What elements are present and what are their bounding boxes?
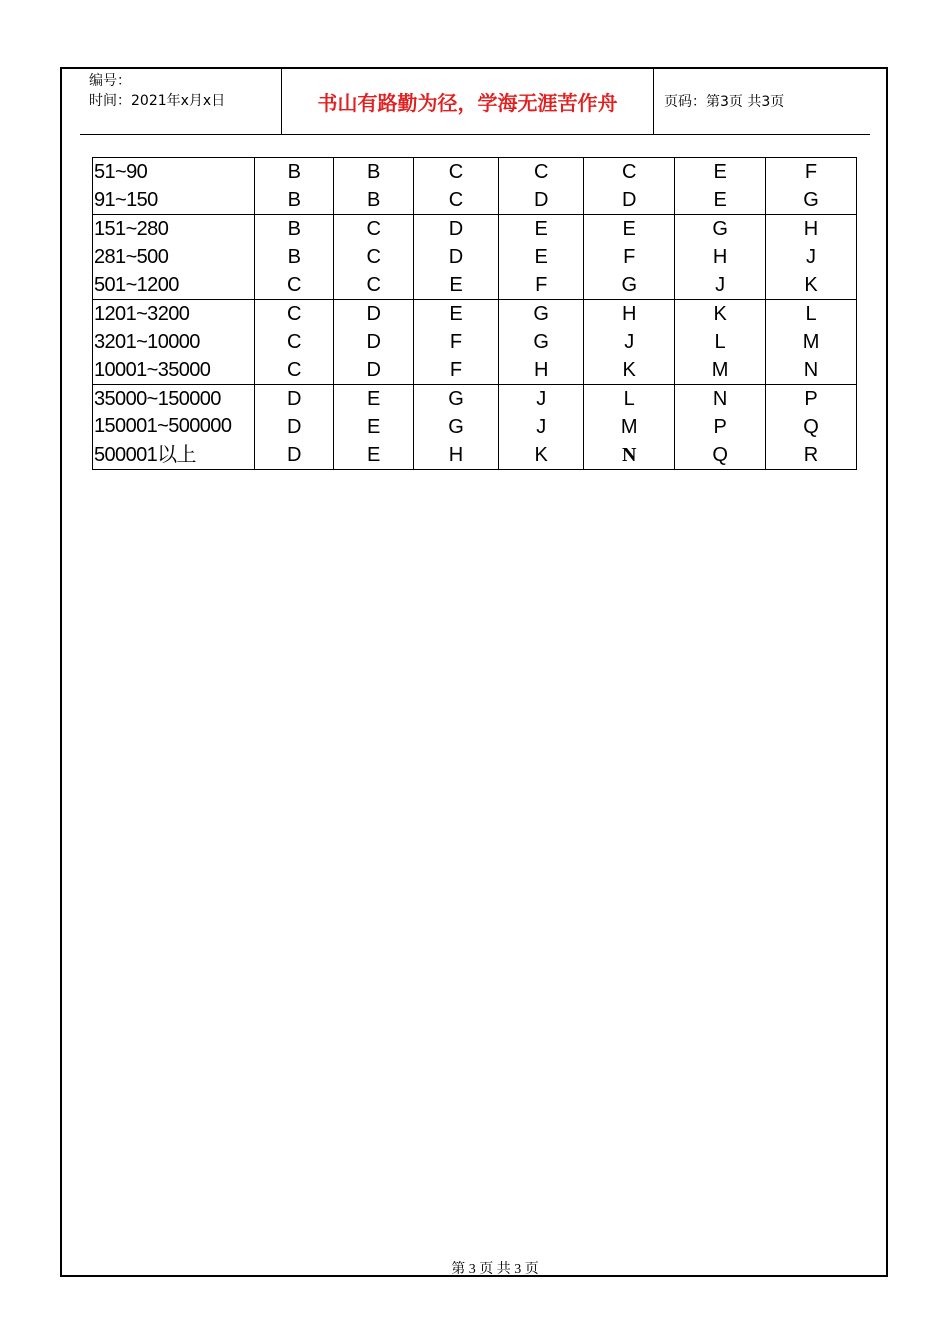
code-cell: F <box>766 158 857 187</box>
code-cell: G <box>413 385 498 414</box>
code-cell: G <box>499 300 584 329</box>
code-cell: E <box>334 413 413 441</box>
code-cell: P <box>675 413 766 441</box>
range-cell: 51~90 <box>93 158 255 187</box>
code-cell: E <box>675 186 766 215</box>
code-cell: G <box>584 271 675 300</box>
code-cell: J <box>766 243 857 271</box>
code-cell: N <box>584 441 675 470</box>
code-cell: M <box>675 356 766 385</box>
range-cell: 281~500 <box>93 243 255 271</box>
sample-code-table <box>92 157 857 470</box>
code-cell: G <box>499 328 584 356</box>
table-row <box>93 215 857 244</box>
table-row <box>93 385 857 414</box>
range-cell: 500001以上 <box>93 441 255 470</box>
range-cell: 1201~3200 <box>93 300 255 329</box>
code-cell: D <box>255 413 334 441</box>
code-cell: N <box>675 385 766 414</box>
header-info <box>80 67 280 135</box>
code-cell: B <box>334 186 413 215</box>
code-cell: C <box>334 215 413 244</box>
code-cell: J <box>675 271 766 300</box>
table-row <box>93 271 857 300</box>
table-row <box>93 243 857 271</box>
code-cell: D <box>334 328 413 356</box>
range-cell: 10001~35000 <box>93 356 255 385</box>
code-cell: E <box>499 215 584 244</box>
code-cell: D <box>255 385 334 414</box>
code-cell: C <box>413 158 498 187</box>
code-cell: E <box>334 385 413 414</box>
code-cell: K <box>584 356 675 385</box>
table-row <box>93 158 857 187</box>
code-cell: F <box>413 328 498 356</box>
code-cell: K <box>766 271 857 300</box>
code-cell: M <box>584 413 675 441</box>
code-cell: J <box>584 328 675 356</box>
code-cell: L <box>766 300 857 329</box>
code-cell: F <box>499 271 584 300</box>
code-cell: B <box>255 186 334 215</box>
header-motto: 书山有路勤为径，学海无涯苦作舟 <box>281 67 654 135</box>
document-time-label: 时间：2021年x月x日 <box>89 93 226 109</box>
table-row <box>93 441 857 470</box>
code-cell: G <box>766 186 857 215</box>
code-cell: J <box>499 385 584 414</box>
range-cell: 3201~10000 <box>93 328 255 356</box>
code-cell: L <box>584 385 675 414</box>
code-cell: H <box>413 441 498 470</box>
code-cell: B <box>255 158 334 187</box>
code-cell: H <box>675 243 766 271</box>
code-cell: C <box>255 271 334 300</box>
code-cell: C <box>334 243 413 271</box>
range-cell: 35000~150000 <box>93 385 255 414</box>
code-cell: E <box>334 441 413 470</box>
code-cell: L <box>675 328 766 356</box>
table-row <box>93 186 857 215</box>
code-cell: P <box>766 385 857 414</box>
code-cell: C <box>584 158 675 187</box>
code-cell: D <box>334 300 413 329</box>
document-number-label: 编号： <box>89 73 131 89</box>
range-cell: 501~1200 <box>93 271 255 300</box>
table-row <box>93 328 857 356</box>
table-row <box>93 356 857 385</box>
code-cell: F <box>584 243 675 271</box>
code-cell: E <box>675 158 766 187</box>
code-cell: C <box>334 271 413 300</box>
range-cell: 91~150 <box>93 186 255 215</box>
code-cell: K <box>499 441 584 470</box>
code-cell: D <box>255 441 334 470</box>
code-cell: E <box>584 215 675 244</box>
code-cell: G <box>675 215 766 244</box>
code-cell: B <box>255 243 334 271</box>
table-row <box>93 300 857 329</box>
code-cell: D <box>334 356 413 385</box>
range-cell: 151~280 <box>93 215 255 244</box>
code-cell: R <box>766 441 857 470</box>
code-cell: E <box>413 271 498 300</box>
code-cell: D <box>584 186 675 215</box>
code-cell: H <box>499 356 584 385</box>
code-cell: B <box>334 158 413 187</box>
code-cell: D <box>499 186 584 215</box>
code-cell: C <box>255 328 334 356</box>
code-cell: B <box>255 215 334 244</box>
table-row <box>93 413 857 441</box>
code-cell: N <box>766 356 857 385</box>
code-cell: G <box>413 413 498 441</box>
page-header <box>80 67 870 135</box>
code-cell: C <box>499 158 584 187</box>
code-cell: D <box>413 215 498 244</box>
code-cell: J <box>499 413 584 441</box>
code-cell: Q <box>675 441 766 470</box>
code-cell: F <box>413 356 498 385</box>
code-cell: D <box>413 243 498 271</box>
page-footer: 第 3 页 共 3 页 <box>451 1262 539 1277</box>
code-cell: K <box>675 300 766 329</box>
header-page-label: 页码：第3页 共3页 <box>664 94 785 110</box>
code-cell: E <box>413 300 498 329</box>
code-cell: Q <box>766 413 857 441</box>
code-cell: H <box>584 300 675 329</box>
code-cell: C <box>413 186 498 215</box>
code-cell: E <box>499 243 584 271</box>
range-cell: 150001~500000 <box>93 413 255 441</box>
code-cell: H <box>766 215 857 244</box>
code-cell: C <box>255 300 334 329</box>
code-cell: M <box>766 328 857 356</box>
code-cell: C <box>255 356 334 385</box>
